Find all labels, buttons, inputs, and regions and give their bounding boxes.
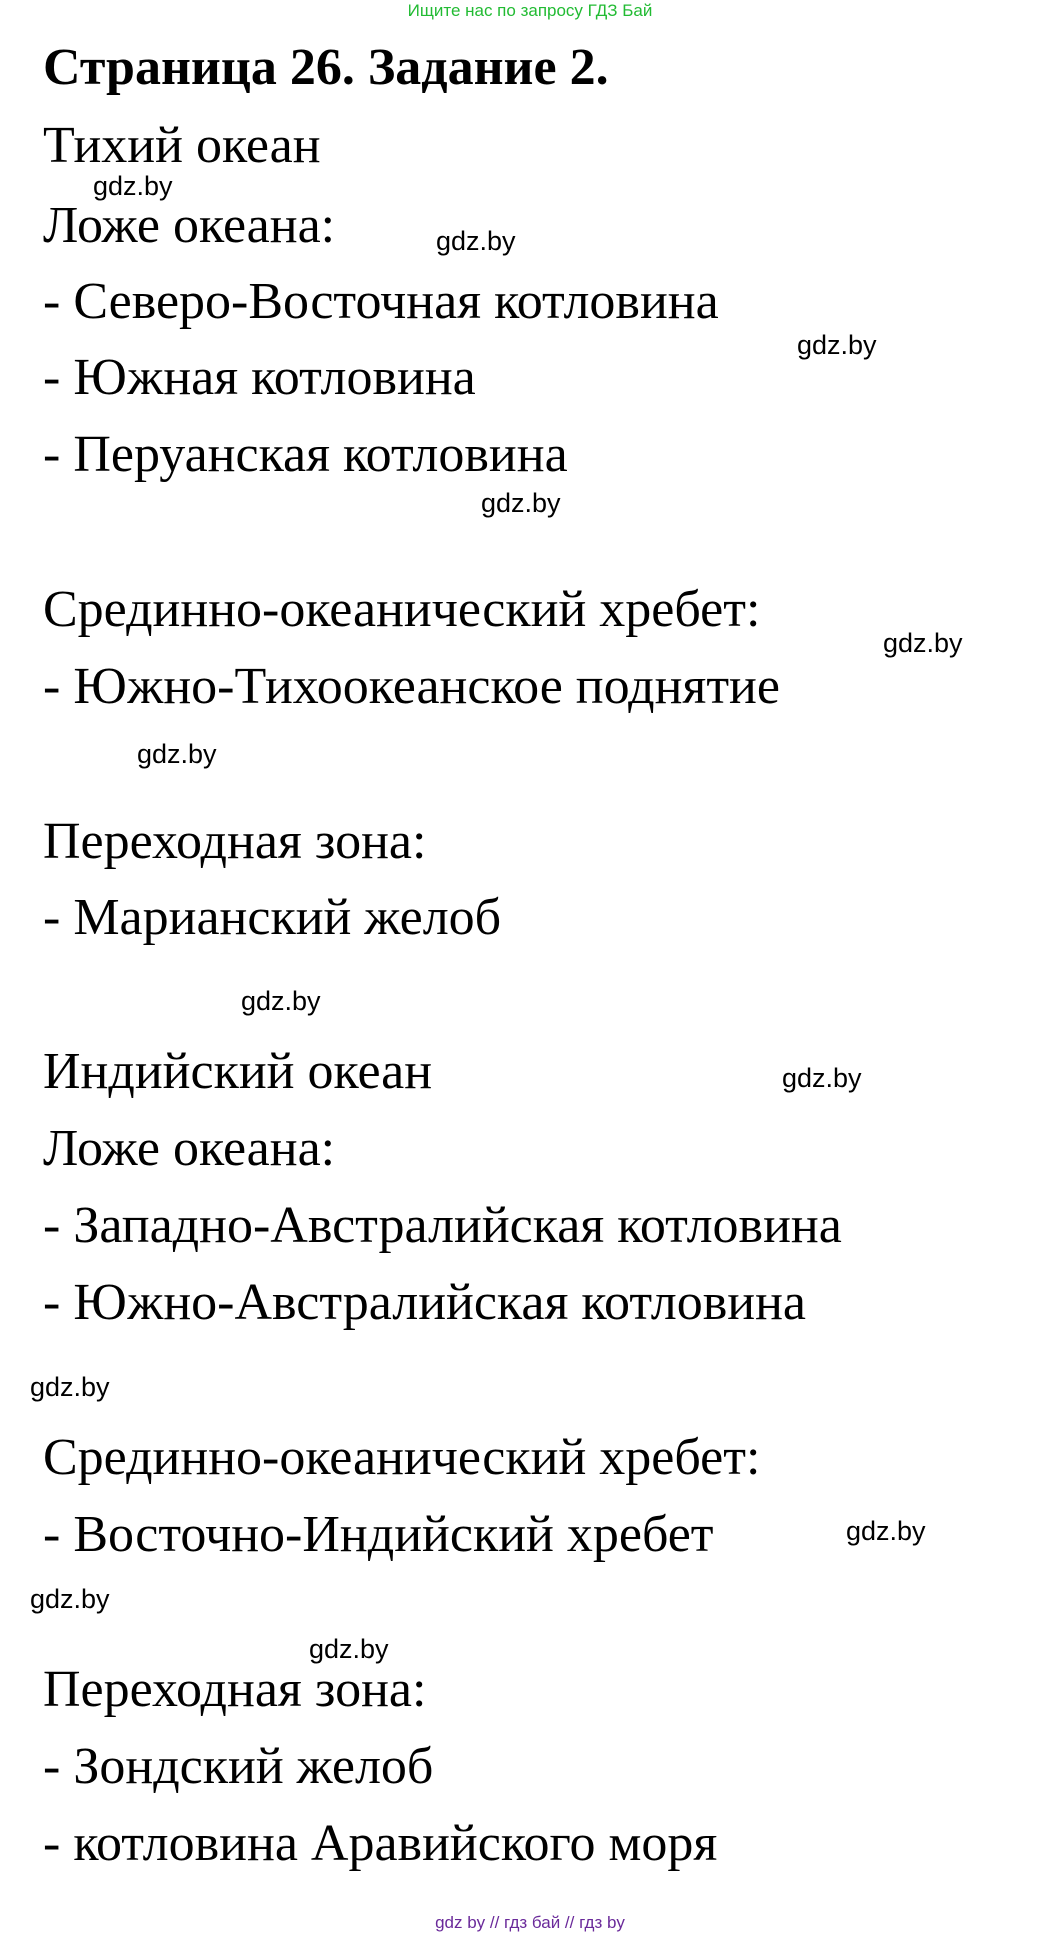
watermark: gdz.by [436,226,516,256]
watermark: gdz.by [309,1634,389,1664]
watermark: gdz.by [137,739,217,769]
ocean-name-indian: Индийский океан [43,1043,433,1100]
list-item: - Восточно-Индийский хребет [43,1506,714,1563]
list-item: - Западно-Австралийская котловина [43,1197,842,1254]
section-label-ocean-floor: Ложе океана: [43,1120,336,1177]
watermark: gdz.by [481,488,561,518]
watermark: gdz.by [797,330,877,360]
list-item: - котловина Аравийского моря [43,1815,718,1872]
section-label-transition-zone: Переходная зона: [43,813,427,870]
footer: gdz by // гдз бай // гдз by [435,1913,625,1932]
watermark: gdz.by [883,628,963,658]
ocean-name-pacific: Тихий океан [43,117,321,174]
section-label-ocean-floor: Ложе океана: [43,197,336,254]
watermark: gdz.by [30,1584,110,1614]
list-item: - Южная котловина [43,349,476,406]
watermark: gdz.by [846,1516,926,1546]
list-item: - Южно-Австралийская котловина [43,1274,807,1331]
watermark: gdz.by [93,171,173,201]
list-item: - Зондский желоб [43,1738,434,1795]
watermark: gdz.by [30,1372,110,1402]
list-item: - Северо-Восточная котловина [43,273,719,330]
section-label-transition-zone: Переходная зона: [43,1661,427,1718]
section-label-mid-ocean-ridge: Срединно-океанический хребет: [43,1429,761,1486]
top-banner: Ищите нас по запросу ГДЗ Бай [407,1,653,20]
list-item: - Перуанская котловина [43,426,568,483]
section-label-mid-ocean-ridge: Срединно-океанический хребет: [43,581,761,638]
list-item: - Марианский желоб [43,889,502,946]
list-item: - Южно-Тихоокеанское поднятие [43,658,780,715]
watermark: gdz.by [241,986,321,1016]
page-title: Страница 26. Задание 2. [43,39,609,96]
watermark: gdz.by [782,1063,862,1093]
